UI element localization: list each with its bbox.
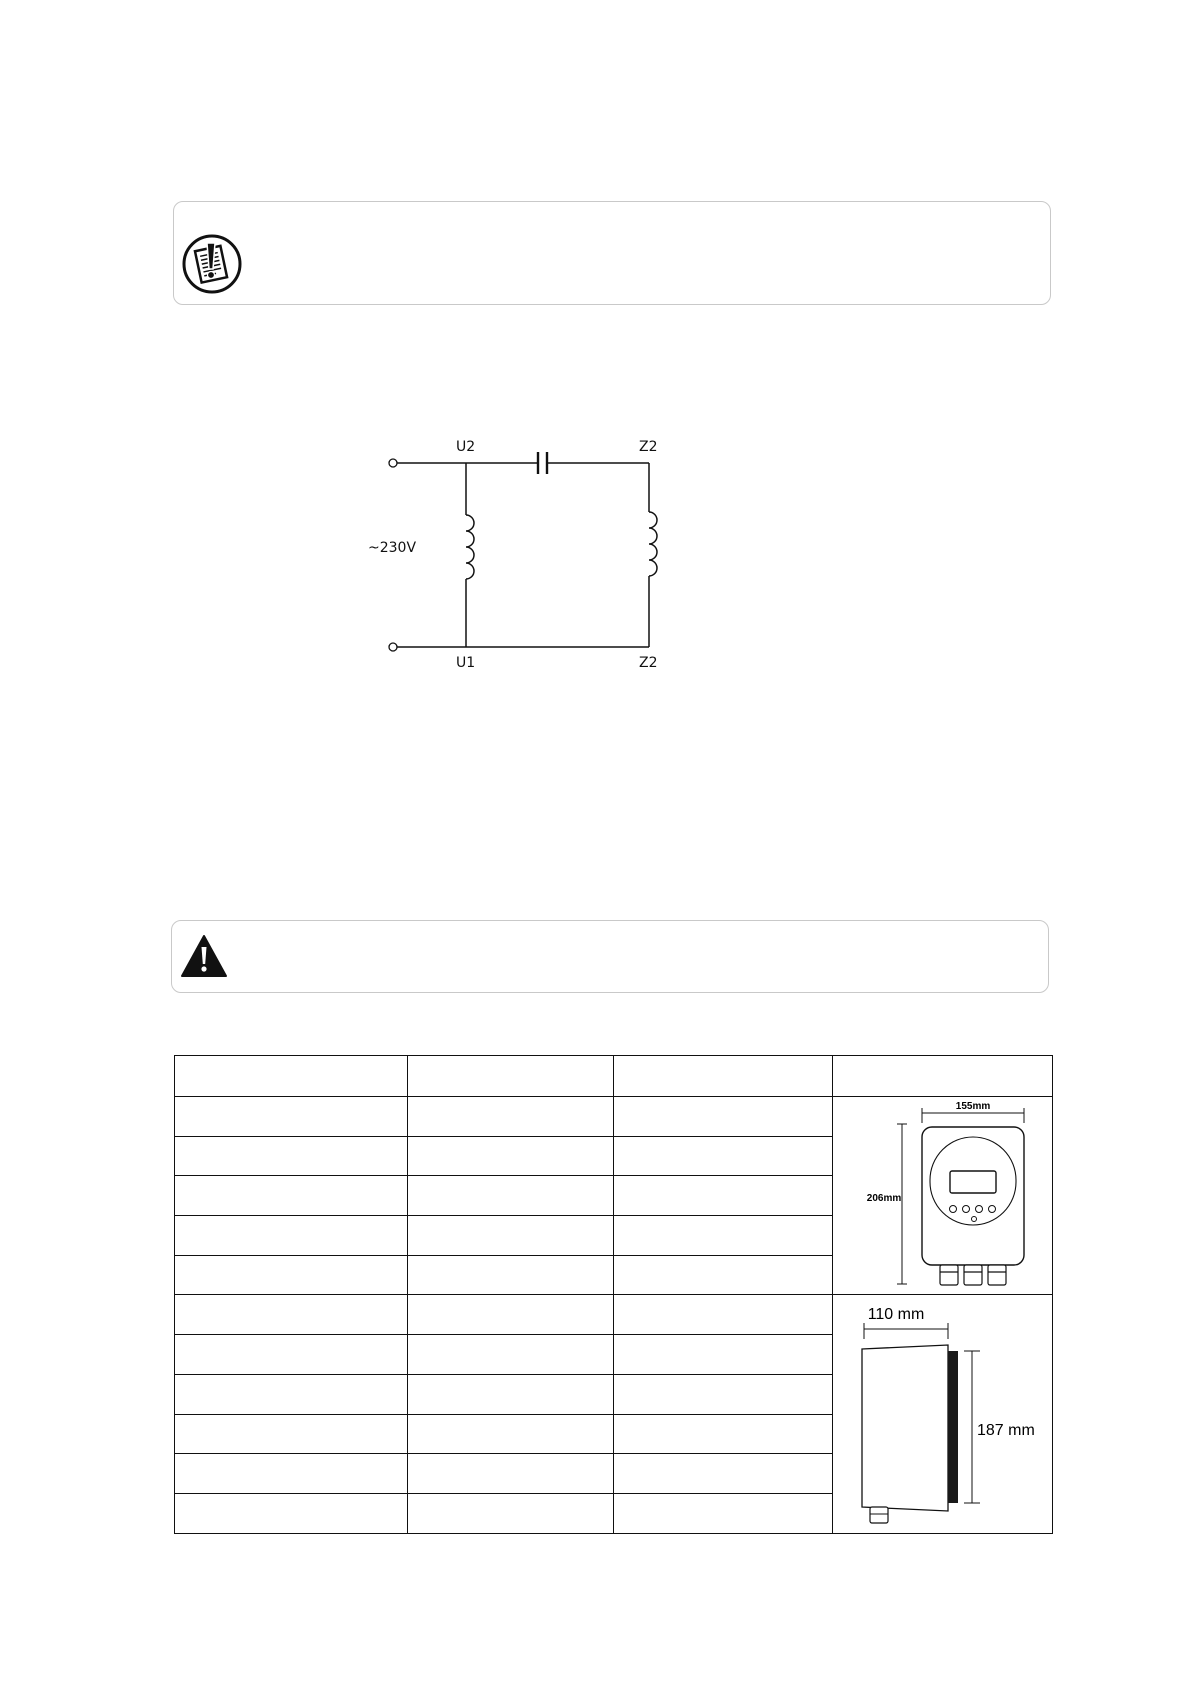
terminal-bottom-node [389,643,397,651]
table-cell [614,1096,833,1136]
table-cell [408,1335,614,1375]
specification-table [174,1055,1053,1534]
table-cell [408,1494,614,1534]
table-cell [614,1374,833,1414]
table-header-row [175,1056,1053,1097]
table-cell [408,1176,614,1216]
table-cell [408,1215,614,1255]
table-header-cell [833,1056,1053,1097]
table-header-cell [408,1056,614,1097]
auxiliary-winding-coil [649,512,657,576]
back-plate [948,1351,958,1503]
side-height-label: 187 mm [976,1421,1035,1439]
table-cell [175,1176,408,1216]
table-cell [175,1136,408,1176]
table-cell [408,1454,614,1494]
table-cell [175,1454,408,1494]
table-cell [175,1494,408,1534]
read-manual-icon [181,233,243,295]
table-header-cell [175,1056,408,1097]
side-cable-gland [870,1507,888,1523]
label-u1: U1 [456,655,476,670]
side-depth-label: 110 mm [867,1305,924,1323]
warning-triangle-icon [180,934,228,978]
table-cell [408,1096,614,1136]
table-row [175,1295,1053,1335]
label-z2-top: Z2 [639,439,658,455]
table-cell [614,1136,833,1176]
table-cell [175,1295,408,1335]
table-cell [175,1096,408,1136]
label-u2: U2 [456,439,476,455]
cable-glands [940,1265,1006,1285]
table-cell [175,1414,408,1454]
main-winding-coil [466,515,474,579]
label-voltage: ~230V [368,540,417,556]
side-view-drawing [836,1299,1050,1527]
table-cell [408,1295,614,1335]
table-cell [408,1255,614,1295]
table-header-cell [614,1056,833,1097]
table-cell [614,1454,833,1494]
table-cell [614,1215,833,1255]
table-cell [614,1494,833,1534]
front-height-label: 206mm [866,1193,901,1205]
warning-notice-box [171,920,1049,993]
table-cell [614,1176,833,1216]
lcd-display [950,1171,996,1193]
table-cell [175,1215,408,1255]
table-cell [175,1335,408,1375]
table-cell [408,1414,614,1454]
table-cell [408,1136,614,1176]
manual-notice-box [173,201,1051,305]
enclosure-side [862,1345,948,1511]
table-cell [175,1255,408,1295]
side-view-cell [833,1295,1053,1534]
table-cell [614,1295,833,1335]
front-view-drawing [836,1099,1050,1289]
terminal-top-node [389,459,397,467]
table-cell [614,1335,833,1375]
table-cell [614,1414,833,1454]
table-cell [175,1374,408,1414]
table-cell [408,1374,614,1414]
front-view-cell [833,1096,1053,1295]
table-row [175,1096,1053,1136]
label-z2-bottom: Z2 [639,655,658,670]
table-cell [614,1255,833,1295]
wiring-diagram [360,425,680,670]
front-width-label: 155mm [955,1101,990,1113]
